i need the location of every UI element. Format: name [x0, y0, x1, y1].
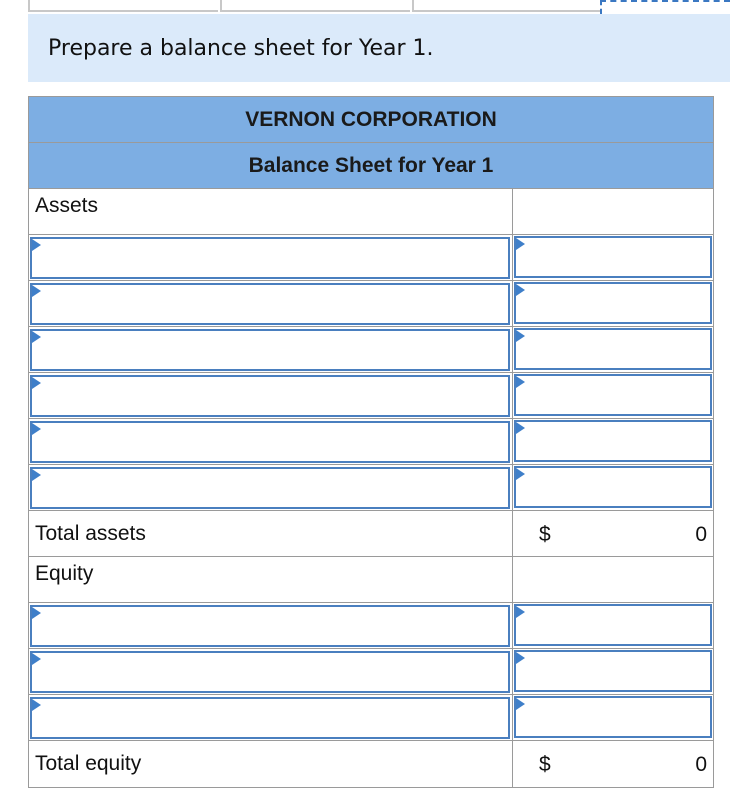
asset-account-dropdown[interactable] — [30, 283, 510, 325]
asset-entry-row — [29, 281, 713, 327]
dropdown-triangle-icon — [32, 285, 41, 297]
dropdown-triangle-icon — [32, 469, 41, 481]
equity-amount-input[interactable] — [514, 696, 712, 738]
equity-account-dropdown[interactable] — [30, 605, 510, 647]
dropdown-triangle-icon — [32, 423, 41, 435]
asset-entry-row — [29, 373, 713, 419]
dropdown-triangle-icon — [516, 606, 525, 618]
company-name: VERNON CORPORATION — [29, 97, 713, 143]
dropdown-triangle-icon — [32, 607, 41, 619]
dropdown-triangle-icon — [32, 653, 41, 665]
asset-amount-input[interactable] — [514, 328, 712, 370]
dropdown-triangle-icon — [516, 422, 525, 434]
dropdown-triangle-icon — [32, 331, 41, 343]
focus-outline — [600, 0, 730, 14]
total-assets-value: 0 — [695, 523, 707, 546]
asset-account-dropdown[interactable] — [30, 421, 510, 463]
dropdown-triangle-icon — [516, 376, 525, 388]
asset-entry-row — [29, 327, 713, 373]
equity-section-row — [29, 557, 713, 603]
dropdown-triangle-icon — [516, 652, 525, 664]
total-equity-value: 0 — [695, 753, 707, 776]
dropdown-triangle-icon — [32, 699, 41, 711]
dropdown-triangle-icon — [32, 239, 41, 251]
asset-amount-input[interactable] — [514, 420, 712, 462]
assets-label: Assets — [29, 189, 513, 234]
asset-account-dropdown[interactable] — [30, 329, 510, 371]
currency-symbol: $ — [539, 753, 551, 776]
total-assets-label: Total assets — [29, 511, 513, 556]
dropdown-triangle-icon — [516, 698, 525, 710]
asset-amount-input[interactable] — [514, 282, 712, 324]
total-equity-row — [29, 741, 713, 787]
total-assets-row — [29, 511, 713, 557]
previous-table-edge — [28, 0, 730, 14]
asset-account-dropdown[interactable] — [30, 467, 510, 509]
equity-entry-row — [29, 603, 713, 649]
asset-amount-input[interactable] — [514, 374, 712, 416]
asset-entry-row — [29, 465, 713, 511]
dropdown-triangle-icon — [32, 377, 41, 389]
asset-entry-row — [29, 235, 713, 281]
equity-account-dropdown[interactable] — [30, 651, 510, 693]
equity-entry-row — [29, 649, 713, 695]
equity-amount-input[interactable] — [514, 604, 712, 646]
assets-section-row — [29, 189, 713, 235]
asset-account-dropdown[interactable] — [30, 375, 510, 417]
dropdown-triangle-icon — [516, 238, 525, 250]
instruction-text: Prepare a balance sheet for Year 1. — [28, 14, 730, 82]
equity-amount-input[interactable] — [514, 650, 712, 692]
asset-account-dropdown[interactable] — [30, 237, 510, 279]
statement-title: Balance Sheet for Year 1 — [29, 143, 713, 189]
dropdown-triangle-icon — [516, 330, 525, 342]
total-equity-label: Total equity — [29, 741, 513, 787]
currency-symbol: $ — [539, 523, 551, 546]
equity-entry-row — [29, 695, 713, 741]
balance-sheet-table — [28, 96, 714, 788]
dropdown-triangle-icon — [516, 284, 525, 296]
asset-amount-input[interactable] — [514, 466, 712, 508]
dropdown-triangle-icon — [516, 468, 525, 480]
equity-account-dropdown[interactable] — [30, 697, 510, 739]
equity-label: Equity — [29, 557, 513, 602]
asset-entry-row — [29, 419, 713, 465]
asset-amount-input[interactable] — [514, 236, 712, 278]
